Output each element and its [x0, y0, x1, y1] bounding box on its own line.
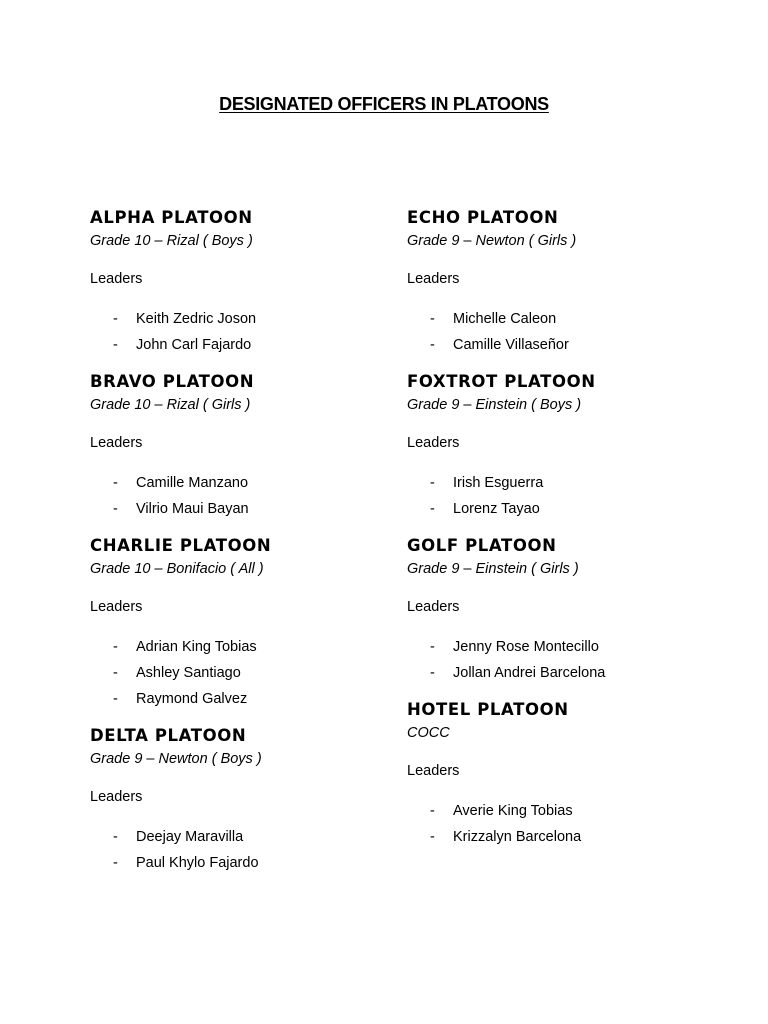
- left-column: [90, 206, 420, 888]
- platoon-name: FOXTROT PLATOON: [407, 372, 596, 391]
- leader-name: Lorenz Tayao: [453, 501, 540, 517]
- platoon-name: DELTA PLATOON: [90, 726, 247, 745]
- dash-bullet-icon: -: [430, 337, 435, 353]
- page-title: DESIGNATED OFFICERS IN PLATOONS: [219, 94, 549, 114]
- dash-bullet-icon: -: [113, 311, 118, 327]
- list-item: [407, 470, 737, 496]
- platoon-section: [90, 724, 420, 876]
- leaders-label: Leaders: [407, 763, 460, 779]
- dash-bullet-icon: -: [430, 803, 435, 819]
- list-item: [90, 332, 420, 358]
- leaders-label: Leaders: [90, 271, 143, 287]
- dash-bullet-icon: -: [430, 639, 435, 655]
- platoon-subtitle: Grade 9 – Einstein ( Girls ): [407, 561, 579, 577]
- leader-name: Ashley Santiago: [136, 665, 241, 681]
- leader-list: [90, 824, 420, 876]
- leaders-label: Leaders: [407, 599, 460, 615]
- platoon-subtitle: Grade 10 – Bonifacio ( All ): [90, 561, 264, 577]
- platoon-subtitle: Grade 10 – Rizal ( Girls ): [90, 397, 251, 413]
- leader-name: John Carl Fajardo: [136, 337, 252, 353]
- dash-bullet-icon: -: [430, 475, 435, 491]
- leader-name: Camille Manzano: [136, 475, 249, 491]
- right-column: [407, 206, 737, 862]
- leader-name: Vilrio Maui Bayan: [136, 501, 249, 517]
- leader-name: Keith Zedric Joson: [136, 311, 257, 327]
- dash-bullet-icon: -: [113, 665, 118, 681]
- leader-list: [407, 470, 737, 522]
- leader-list: [90, 470, 420, 522]
- leader-list: [90, 634, 420, 712]
- leader-name: Krizzalyn Barcelona: [453, 829, 582, 845]
- leader-name: Adrian King Tobias: [136, 639, 257, 655]
- leader-name: Raymond Galvez: [136, 691, 248, 707]
- leader-name: Deejay Maravilla: [136, 829, 244, 845]
- platoon-name: HOTEL PLATOON: [407, 700, 569, 719]
- list-item: [407, 798, 737, 824]
- platoon-section: [407, 698, 737, 850]
- leaders-label: Leaders: [90, 599, 143, 615]
- list-item: [407, 660, 737, 686]
- leaders-label: Leaders: [90, 435, 143, 451]
- list-item: [407, 306, 737, 332]
- platoon-section: [90, 534, 420, 712]
- leaders-label: Leaders: [407, 435, 460, 451]
- platoon-name: CHARLIE PLATOON: [90, 536, 272, 555]
- leader-name: Jollan Andrei Barcelona: [453, 665, 606, 681]
- dash-bullet-icon: -: [113, 829, 118, 845]
- leader-list: [407, 798, 737, 850]
- leaders-label: Leaders: [90, 789, 143, 805]
- platoon-name: GOLF PLATOON: [407, 536, 557, 555]
- leader-name: Averie King Tobias: [453, 803, 573, 819]
- platoon-name: ALPHA PLATOON: [90, 208, 253, 227]
- dash-bullet-icon: -: [113, 691, 118, 707]
- list-item: [407, 496, 737, 522]
- platoon-name: ECHO PLATOON: [407, 208, 559, 227]
- platoon-subtitle: Grade 10 – Rizal ( Boys ): [90, 233, 253, 249]
- platoon-section: [407, 206, 737, 358]
- dash-bullet-icon: -: [430, 665, 435, 681]
- leader-name: Jenny Rose Montecillo: [453, 639, 599, 655]
- dash-bullet-icon: -: [430, 501, 435, 517]
- leader-name: Paul Khylo Fajardo: [136, 855, 259, 871]
- list-item: [90, 496, 420, 522]
- list-item: [90, 306, 420, 332]
- platoon-subtitle: Grade 9 – Einstein ( Boys ): [407, 397, 582, 413]
- list-item: [407, 332, 737, 358]
- leader-name: Michelle Caleon: [453, 311, 557, 327]
- platoon-subtitle: Grade 9 – Newton ( Girls ): [407, 233, 577, 249]
- list-item: [407, 824, 737, 850]
- leader-list: [407, 634, 737, 686]
- platoon-section: [407, 370, 737, 522]
- dash-bullet-icon: -: [113, 337, 118, 353]
- leader-list: [407, 306, 737, 358]
- dash-bullet-icon: -: [113, 855, 118, 871]
- platoon-subtitle: COCC: [407, 725, 450, 741]
- dash-bullet-icon: -: [430, 829, 435, 845]
- platoon-section: [90, 206, 420, 358]
- platoon-subtitle: Grade 9 – Newton ( Boys ): [90, 751, 262, 767]
- dash-bullet-icon: -: [113, 475, 118, 491]
- platoon-section: [90, 370, 420, 522]
- leader-list: [90, 306, 420, 358]
- dash-bullet-icon: -: [430, 311, 435, 327]
- dash-bullet-icon: -: [113, 501, 118, 517]
- leader-name: Camille Villaseñor: [453, 337, 569, 353]
- list-item: [90, 686, 420, 712]
- list-item: [407, 634, 737, 660]
- platoon-section: [407, 534, 737, 686]
- list-item: [90, 470, 420, 496]
- list-item: [90, 824, 420, 850]
- leader-name: Irish Esguerra: [453, 475, 544, 491]
- list-item: [90, 634, 420, 660]
- list-item: [90, 660, 420, 686]
- dash-bullet-icon: -: [113, 639, 118, 655]
- list-item: [90, 850, 420, 876]
- leaders-label: Leaders: [407, 271, 460, 287]
- platoon-name: BRAVO PLATOON: [90, 372, 255, 391]
